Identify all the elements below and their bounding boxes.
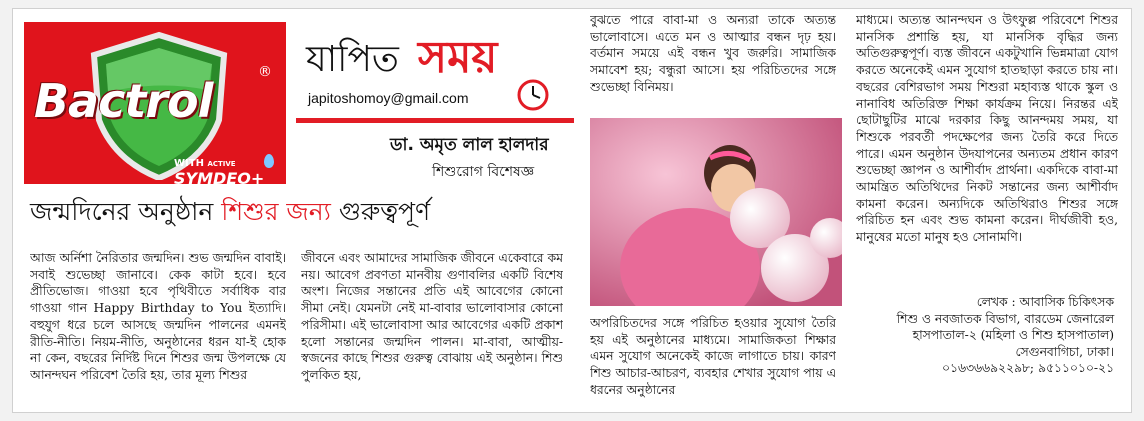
contact-email: japitoshomoy@gmail.com (308, 90, 469, 106)
logo-text-red: সময় (418, 32, 498, 83)
headline-part-2: শিশুর জন্য (221, 197, 331, 226)
credit-line-3: হাসপাতাল-২ (মহিলা ও শিশু হাসপাতাল) (912, 328, 1114, 342)
headline (30, 192, 575, 240)
credit-line-1: লেখক : আবাসিক চিকিৎসক (976, 295, 1114, 309)
active-label: ACTIVE (207, 160, 236, 168)
article-column-3-bottom: অপরিচিতদের সঙ্গে পরিচিত হওয়ার সুযোগ তৈরি হয় এই অনুষ্ঠানের মাধ্যমে। সামাজিকতা শিক্ষার এমন সুযোগ অনেকেই কাজে লাগাতে চায়। কারণ শিশু আচার-আচরণ, ব্যবহার শেখার সুযোগ পায় এ ধরনের অনুষ্ঠানের (590, 316, 836, 397)
article-column-2: জীবনে এবং আমাদের সামাজিক জীবনে একেবারে কম নয়। আবেগ প্রবণতা মানবীয় গুণাবলির একটি বিশেষ অংশ। নিজের সন্তানের প্রতি এই আবেগের কোনো সীমা নেই। যেমনটা নেই মা-বাবার ভালোবাসার কোনো পরিসীমা। এই ভালোবাসা আর আবেগের একটি প্রকাশ হলো সন্তানের জন্মদিন পালন। মা-বাবা, আত্মীয়-স্বজনের কাছে শিশুর গুরুত্ব বোঝায় এই অনুষ্ঠান। শিশু পুলকিত হয়, (301, 251, 563, 382)
red-divider (296, 118, 574, 123)
credit-line-2: শিশু ও নবজাতক বিভাগ, বারডেম জেনারেল (896, 311, 1114, 326)
article-column-3-top: বুঝতে পারে বাবা-মা ও অন্যরা তাকে অত্যন্ত ভালোবাসে। এতে মন ও আত্মার বন্ধন দৃঢ় হয়। বর্তমান সময়ে এই বন্ধন খুব জরুরি। সামাজিক সমাবেশ হয়; বন্ধুরা আসে। হয় পরিচিতদের সঙ্গে শুভেচ্ছা বিনিময়। (590, 13, 836, 94)
registered-mark: ® (258, 64, 272, 80)
credit-line-4: সেগুনবাগিচা, ঢাকা। (1015, 344, 1114, 359)
logo-text-black: যাপিত (306, 39, 399, 80)
headline-part-3: গুরুত্বপূর্ণ (330, 197, 431, 226)
brand-name: Bactrol (34, 74, 213, 128)
article-column-4: মাধ্যমে। অত্যন্ত আনন্দঘন ও উৎফুল্ল পরিবেশে শিশুর মানসিক প্রশান্তি হয়, যা মানসিক বৃদ্ধির জন্য অতিগুরুত্বপূর্ণ। ব্যস্ত জীবনে একটুখানি ভিন্নমাত্রা যোগ করতে অনেকেই এমন সুযোগ হাতছাড়া করতে চায় না। বছরের বেশিরভাগ সময় শিশুরা মহাব্যস্ত থাকে স্কুল ও নানাবিধ অতিরিক্ত শিক্ষা কার্যক্রম নিয়ে। নিরন্তর এই ছোটাছুটির মাঝে দরকার কিছু আনন্দময় সময়, যা শিশুকে পরবর্তী পদক্ষেপের জন্য তৈরি করে দিতে পারে। এমন অনুষ্ঠান উদযাপনের অন্যতম প্রধান কারণ শুভেচ্ছা জ্ঞাপন ও আশীর্বাদ প্রার্থনা। একদিকে বাবা-মা আমন্ত্রিত অতিথিদের নিকট সন্তানের জন্য আশীর্বাদ কামনা করেন। অন্যদিকে অতিথিরাও শিশুর সঙ্গে পরিচিত হন এবং শুভ কামনা করেন। দীর্ঘজীবী হও, মানুষের মতো মানুষ হও সোনামণি। (856, 13, 1118, 245)
credit-line-5: ০১৬৩৬৬৯২২৯৮; ৯৫১১০১০-২১ (942, 361, 1114, 375)
headline-part-1: জন্মদিনের অনুষ্ঠান (30, 197, 222, 226)
product-suffix: SYMDEO+ (174, 169, 265, 184)
bactrol-advertisement (24, 22, 286, 184)
article-column-1: আজ অর্নিশা নৈরিতার জন্মদিন। শুভ জন্মদিন বাবাই। সবাই শুভেচ্ছা জানাবে। কেক কাটা হবে। হবে প্রীতিভোজ। গাওয়া হবে পৃথিবীতে সর্বাধিক বার গাওয়া গান Happy Birthday to You ইত্যাদি। বহুযুগ ধরে চলে আসছে জন্মদিন পালনের এমনই রীতি-নীতি। নিয়ম-নীতি, অনুষ্ঠানের ধরন যা-ই হোক না কেন, বছরের নির্দিষ্ট দিনে শিশুর জন্ম উপলক্ষে যে আনন্দঘন পরিবেশ তৈরি হয়, তার মূল্য শিশুর (30, 251, 286, 382)
author-role: শিশুরোগ বিশেষজ্ঞ (432, 164, 535, 180)
water-drop-icon (264, 154, 274, 168)
clock-icon (516, 78, 550, 112)
author-credit (856, 294, 1114, 398)
author-name: ডা. অমৃত লাল হালদার (390, 135, 549, 155)
with-label: WITH (174, 158, 204, 169)
birthday-girl-photo (590, 118, 842, 306)
